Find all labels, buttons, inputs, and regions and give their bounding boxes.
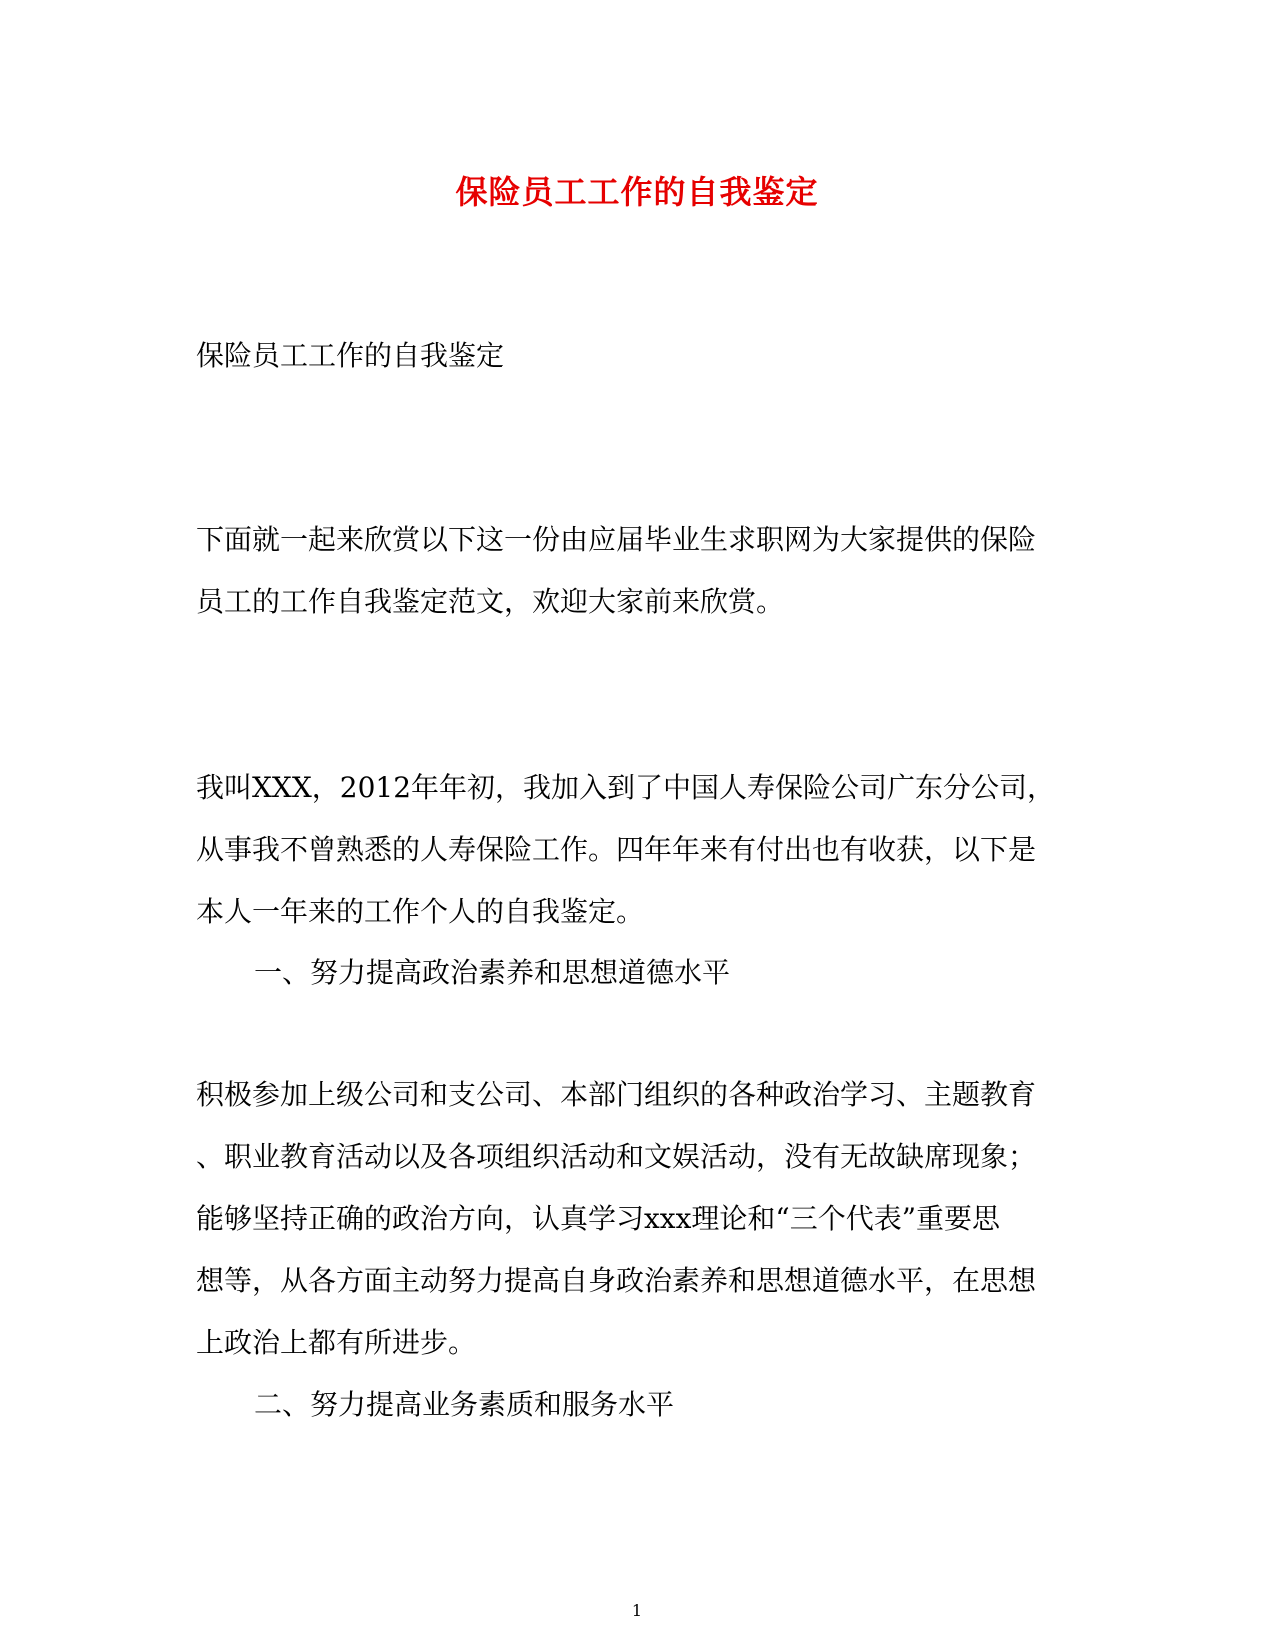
paragraph-line: 本人一年来的工作个人的自我鉴定。 [196,895,645,928]
page-number: 1 [631,1601,643,1620]
paragraph-line: 想等，从各方面主动努力提高自身政治素养和思想道德水平，在思想 [196,1264,1037,1297]
intro-line: 下面就一起来欣赏以下这一份由应届毕业生求职网为大家提供的保险 [196,523,1037,556]
section-heading: 一、努力提高政治素养和思想道德水平 [254,956,731,989]
paragraph-line: 积极参加上级公司和支公司、本部门组织的各种政治学习、主题教育 [196,1078,1037,1111]
section-heading: 二、努力提高业务素质和服务水平 [254,1388,675,1421]
intro-line: 员工的工作自我鉴定范文，欢迎大家前来欣赏。 [196,585,785,618]
paragraph-line: 我叫XXX，2012年年初，我加入到了中国人寿保险公司广东分公司， [196,771,1056,804]
paragraph-line: 、职业教育活动以及各项组织活动和文娱活动，没有无故缺席现象； [196,1140,1037,1173]
document-subtitle: 保险员工工作的自我鉴定 [196,339,505,372]
paragraph-line: 从事我不曾熟悉的人寿保险工作。四年年来有付出也有收获，以下是 [196,833,1037,866]
paragraph-line: 上政治上都有所进步。 [196,1326,477,1359]
document-title: 保险员工工作的自我鉴定 [455,173,819,211]
paragraph-line: 能够坚持正确的政治方向，认真学习xxx理论和“三个代表”重要思 [196,1202,1001,1235]
